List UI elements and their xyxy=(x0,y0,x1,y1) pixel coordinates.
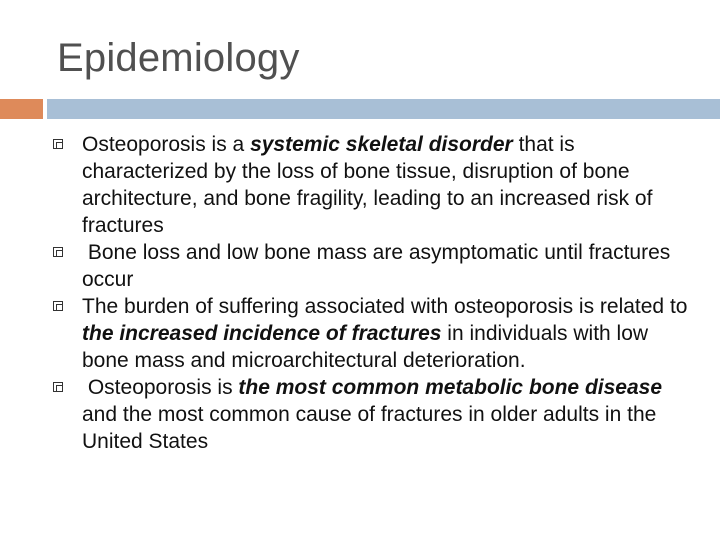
bullet-item xyxy=(53,239,693,293)
square-bullet-icon xyxy=(53,247,63,257)
accent-bar-blue xyxy=(47,99,720,119)
square-bullet-icon xyxy=(53,301,63,311)
bullet-text-segment: The burden of suffering associated with osteoporosis is related to xyxy=(82,295,694,318)
bullet-item xyxy=(53,293,693,374)
bullet-item xyxy=(53,131,693,239)
bullet-text xyxy=(82,374,693,455)
bullet-list xyxy=(53,131,693,455)
accent-bar-orange xyxy=(0,99,43,119)
bullet-text xyxy=(82,293,693,374)
square-bullet-icon xyxy=(53,382,63,392)
emphasized-text: the increased incidence of fractures xyxy=(82,322,442,345)
slide-title: Epidemiology xyxy=(57,36,300,80)
emphasized-text: the most common metabolic bone disease xyxy=(238,376,663,399)
bullet-text-segment: Osteoporosis is a xyxy=(82,133,251,156)
bullet-text-segment: Osteoporosis is xyxy=(82,376,239,399)
square-bullet-icon xyxy=(53,139,63,149)
bullet-text xyxy=(82,239,693,293)
bullet-text-segment: that is characterized by the loss of bone tissue, disruption of bone architecture, and bone fragility, leading to an increased risk of fractures xyxy=(82,133,659,237)
bullet-text-segment: in individuals with low bone mass and microarchitectural deterioration. xyxy=(82,322,654,372)
bullet-text-segment: and the most common cause of fractures in older adults in the United States xyxy=(82,376,668,453)
bullet-text xyxy=(82,131,693,239)
emphasized-text: systemic skeletal disorder xyxy=(250,133,513,156)
bullet-text-segment: Bone loss and low bone mass are asymptomatic until fractures occur xyxy=(82,241,677,291)
bullet-item xyxy=(53,374,693,455)
